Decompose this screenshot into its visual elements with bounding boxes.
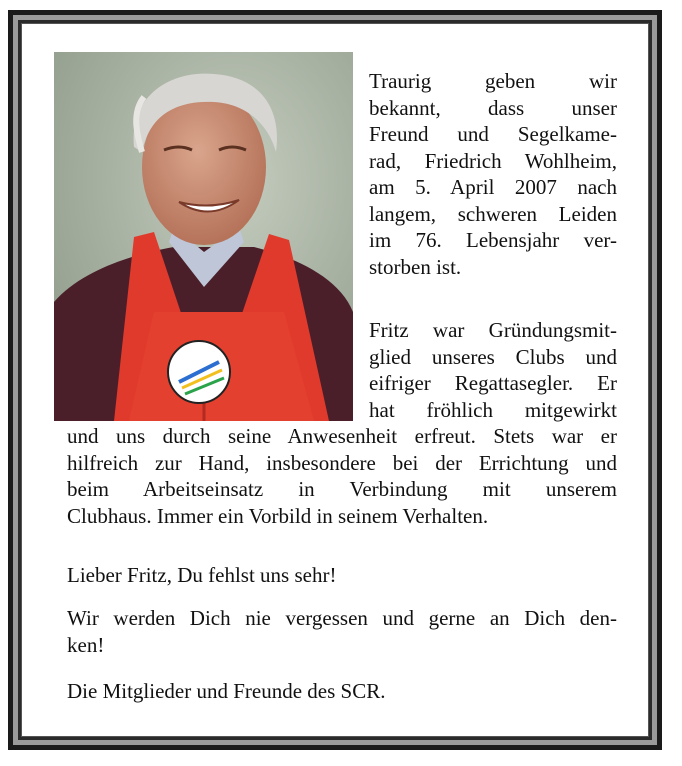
line-15: beim Arbeitseinsatz in Verbindung mit unserem <box>67 477 617 501</box>
memorial-content <box>34 35 644 730</box>
line-13: und uns durch seine Anwesenheit erfreut. Stets war er <box>67 424 617 448</box>
paragraph-remembrance <box>67 605 617 658</box>
paragraph-announcement <box>369 68 617 280</box>
line-10: glied unseres Clubs und <box>369 344 617 369</box>
farewell-line: Lieber Fritz, Du fehlst uns sehr! <box>67 563 337 587</box>
line-6: langem, schweren Leiden <box>369 201 617 226</box>
line-4: rad, Friedrich Wohlheim, <box>369 148 617 173</box>
line-16: Clubhaus. Immer ein Vorbild in seinem Verhalten. <box>67 503 489 528</box>
paragraph-tribute-full <box>67 423 617 529</box>
line-11: eifriger Regattasegler. Er <box>369 371 617 395</box>
line-7: im 76. Lebensjahr ver- <box>369 228 617 252</box>
paragraph-farewell <box>67 562 617 589</box>
line-14: hilfreich zur Hand, insbesondere bei der Errichtung und <box>67 450 617 475</box>
paragraph-signature <box>67 678 617 705</box>
line-1: Traurig geben wir <box>369 69 617 93</box>
remembrance-line-2: ken! <box>67 632 105 657</box>
remembrance-line-1: Wir werden Dich nie vergessen und gerne an Dich den- <box>67 606 617 630</box>
portrait-illustration <box>54 52 353 421</box>
line-8: storben ist. <box>369 254 462 279</box>
paragraph-tribute-side <box>369 317 617 423</box>
line-2: bekannt, dass unser <box>369 95 617 120</box>
signature-line: Die Mitglieder und Freunde des SCR. <box>67 679 386 703</box>
line-3: Freund und Segelkame- <box>369 122 617 146</box>
line-5: am 5. April 2007 nach <box>369 175 617 199</box>
line-12: hat fröhlich mitgewirkt <box>369 397 617 422</box>
portrait-photo <box>54 52 353 421</box>
line-9: Fritz war Gründungsmit- <box>369 318 617 342</box>
